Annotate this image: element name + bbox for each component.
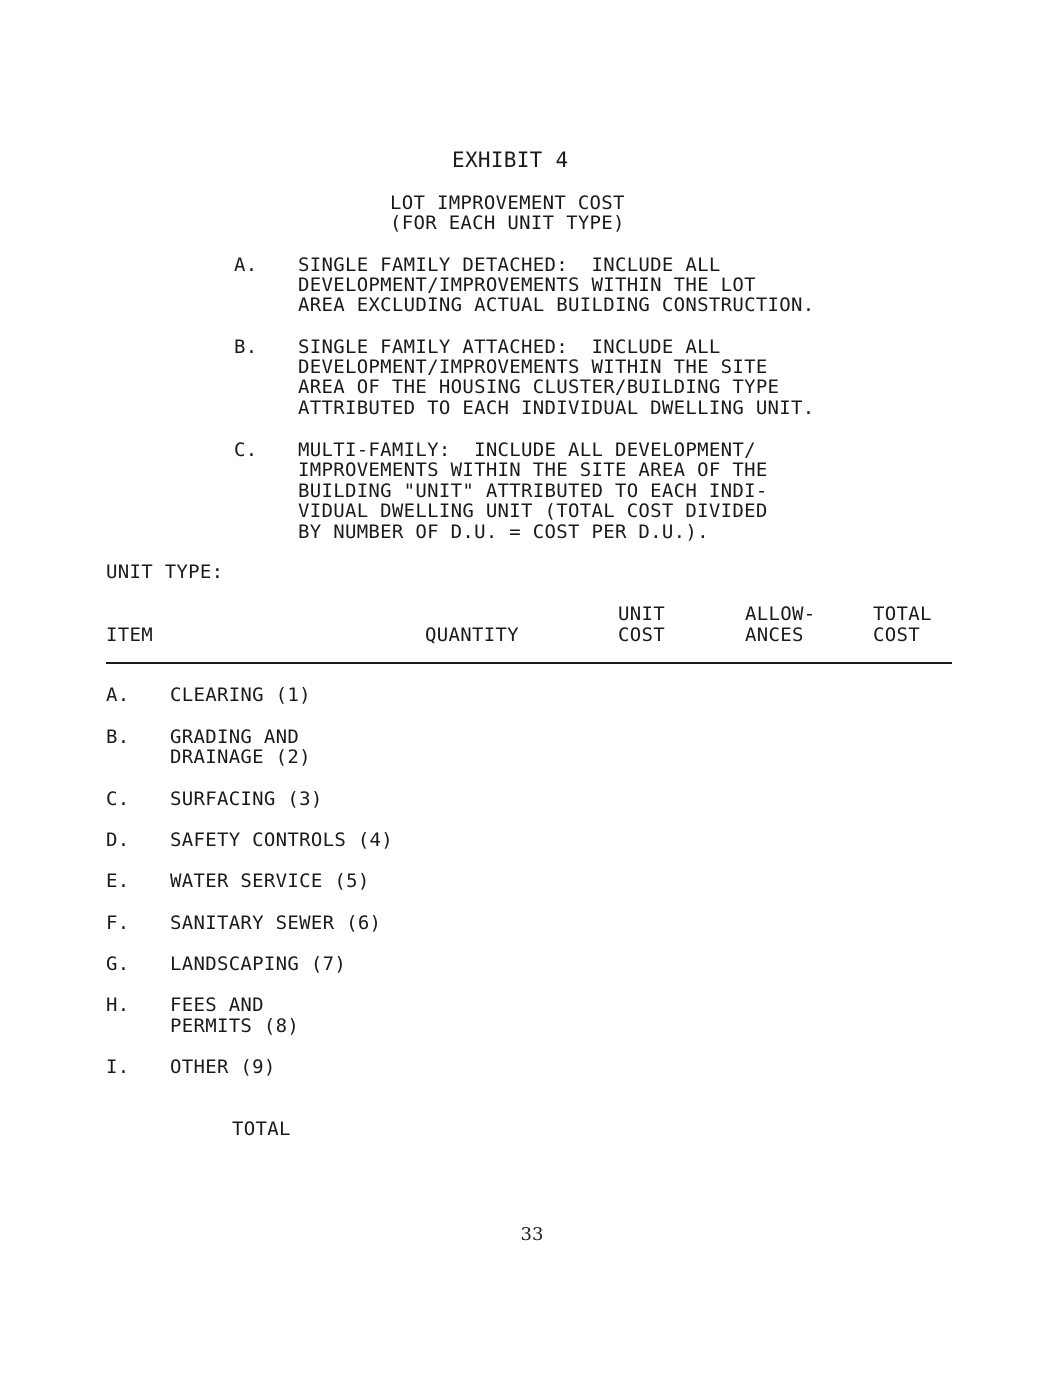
column-header-allowances: ANCES [745,624,804,646]
definition-b-line: AREA OF THE HOUSING CLUSTER/BUILDING TYPE [298,376,780,398]
column-header-quantity: QUANTITY [425,624,519,646]
table-row-letter: I. [106,1056,130,1078]
definition-c-letter: C. [234,439,258,461]
table-row-item: PERMITS (8) [170,1015,300,1037]
table-row-letter: A. [106,684,130,706]
table-header-rule [106,662,952,664]
definition-c-line: MULTI-FAMILY: INCLUDE ALL DEVELOPMENT/ [298,439,756,461]
table-row-item: GRADING AND [170,726,300,748]
column-header-unit-cost: COST [618,624,665,646]
definition-a-letter: A. [234,254,258,276]
table-row-item: SAFETY CONTROLS (4) [170,829,394,851]
definition-b-letter: B. [234,336,258,358]
definition-c-line: IMPROVEMENTS WITHIN THE SITE AREA OF THE [298,459,768,481]
definition-a-line: SINGLE FAMILY DETACHED: INCLUDE ALL [298,254,721,276]
table-row-letter: G. [106,953,130,975]
document-subtitle: (FOR EACH UNIT TYPE) [390,212,625,234]
table-row-item: FEES AND [170,994,264,1016]
table-row-item: SANITARY SEWER (6) [170,912,382,934]
definition-b-line: SINGLE FAMILY ATTACHED: INCLUDE ALL [298,336,721,358]
definition-c-line: BY NUMBER OF D.U. = COST PER D.U.). [298,521,709,543]
table-row-letter: F. [106,912,130,934]
table-row-letter: B. [106,726,130,748]
table-row-item: LANDSCAPING (7) [170,953,347,975]
definition-c-line: VIDUAL DWELLING UNIT (TOTAL COST DIVIDED [298,500,768,522]
table-row-item: CLEARING (1) [170,684,311,706]
column-header-total-cost: COST [873,624,920,646]
definition-a-line: AREA EXCLUDING ACTUAL BUILDING CONSTRUCTION. [298,294,815,316]
definition-c-line: BUILDING "UNIT" ATTRIBUTED TO EACH INDI- [298,480,768,502]
definition-b-line: ATTRIBUTED TO EACH INDIVIDUAL DWELLING UNIT. [298,397,815,419]
table-row-item: OTHER (9) [170,1056,276,1078]
column-header-allowances: ALLOW- [745,603,816,625]
table-row-letter: C. [106,788,130,810]
unit-type-label: UNIT TYPE: [106,561,224,583]
table-row-item: WATER SERVICE (5) [170,870,370,892]
column-header-item: ITEM [106,624,153,646]
page-number: 33 [520,1224,544,1245]
column-header-total-cost: TOTAL [873,603,932,625]
table-row-letter: D. [106,829,130,851]
document-title: LOT IMPROVEMENT COST [390,192,625,214]
exhibit-number: EXHIBIT 4 [452,148,569,172]
table-row-letter: H. [106,994,130,1016]
definition-a-line: DEVELOPMENT/IMPROVEMENTS WITHIN THE LOT [298,274,756,296]
table-row-item: SURFACING (3) [170,788,323,810]
definition-b-line: DEVELOPMENT/IMPROVEMENTS WITHIN THE SITE [298,356,768,378]
table-total-label: TOTAL [232,1118,291,1140]
column-header-unit-cost: UNIT [618,603,665,625]
table-row-letter: E. [106,870,130,892]
table-row-item: DRAINAGE (2) [170,746,311,768]
